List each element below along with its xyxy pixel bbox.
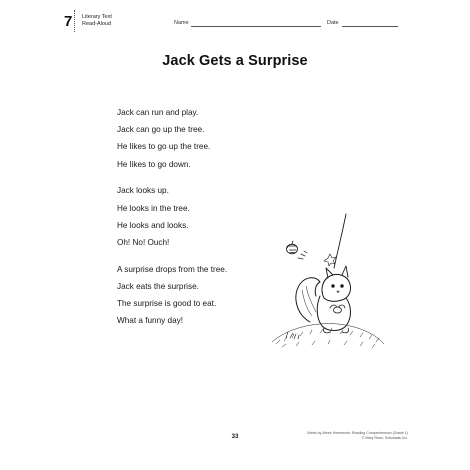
story-line: He looks in the tree. — [117, 203, 190, 213]
page-number: 33 — [231, 434, 239, 440]
story-line: He likes to go up the tree. — [117, 142, 211, 152]
story-line: Jack can run and play. — [117, 108, 199, 117]
story-line: Oh! No! Ouch! — [117, 238, 170, 248]
name-field[interactable] — [191, 26, 321, 27]
story-line: He looks and looks. — [117, 220, 189, 230]
squirrel-head — [322, 274, 351, 301]
squirrel-tail — [296, 278, 320, 322]
lesson-type-line-2: Read-Aloud — [82, 20, 112, 27]
stanza-1 — [117, 104, 227, 173]
story-title: Jack Gets a Surprise — [162, 53, 308, 69]
lesson-number: 7 — [64, 13, 73, 30]
name-label: Name — [174, 20, 189, 26]
story-line: Jack can go up the tree. — [117, 125, 205, 135]
story-line: He likes to go down. — [117, 159, 191, 169]
story-line: Jack looks up. — [117, 186, 169, 196]
falling-motion-line — [334, 214, 346, 268]
stanza-3 — [117, 261, 227, 330]
lesson-type-line-1: Literary Text — [82, 14, 112, 20]
story-line: The surprise is good to eat. — [117, 299, 217, 309]
squirrel-with-acorn-illustration — [268, 210, 388, 360]
story-line: Jack eats the surprise. — [117, 282, 199, 292]
story-line: A surprise drops from the tree. — [117, 264, 228, 274]
story-text — [117, 104, 227, 339]
credit-line-2: © Mary Rose, Scholastic Inc. — [361, 435, 408, 440]
story-line: What a funny day! — [117, 316, 183, 326]
header-divider — [74, 10, 75, 32]
credit-line-1: Week-by-Week Homework: Reading Comprehension (Grade 1) — [307, 431, 408, 435]
stanza-2 — [117, 182, 227, 251]
acorn-icon — [287, 241, 298, 254]
date-field[interactable] — [342, 26, 398, 27]
lesson-type — [82, 14, 112, 27]
grass-tuft-icon — [286, 332, 299, 339]
ground-mound — [272, 324, 384, 348]
copyright-credit — [300, 431, 408, 440]
date-label: Date — [327, 20, 339, 26]
